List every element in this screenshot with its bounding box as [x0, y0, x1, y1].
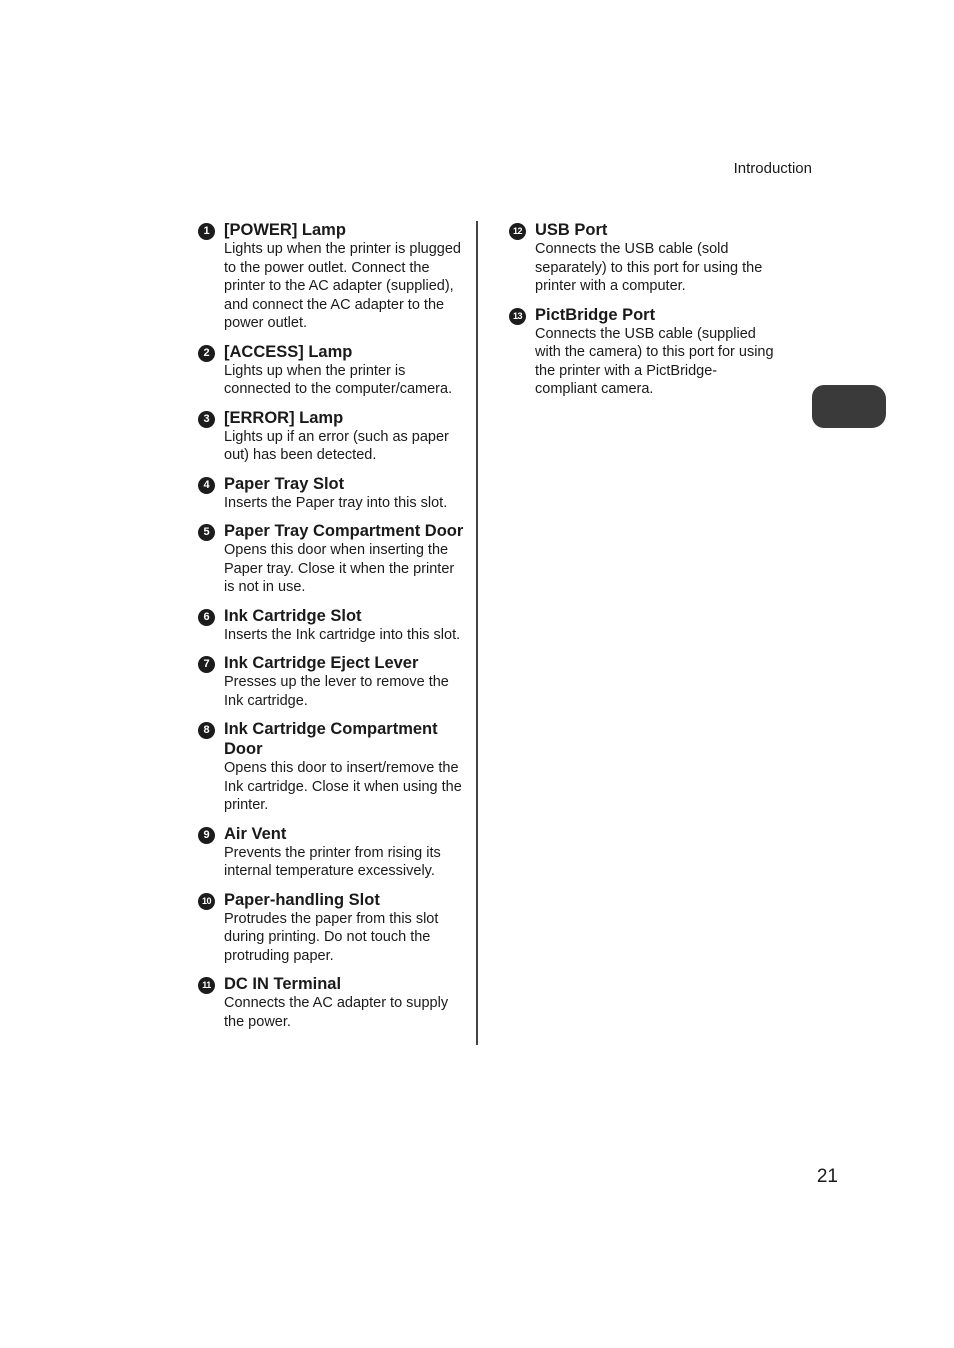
number-badge: 1: [198, 223, 215, 240]
item-description: Lights up if an error (such as paper out) has been detected.: [224, 428, 449, 463]
list-item: [197, 521, 469, 597]
number-badge: 7: [198, 656, 215, 673]
item-title: Air Vent: [224, 824, 287, 843]
list-item: [508, 305, 780, 399]
item-description: Protrudes the paper from this slot during printing. Do not touch the protruding paper.: [224, 910, 439, 964]
list-item: [197, 653, 469, 710]
item-title: [ERROR] Lamp: [224, 408, 344, 427]
item-description: Lights up when the printer is connected to the computer/camera.: [224, 362, 453, 397]
item-title: USB Port: [535, 221, 608, 239]
number-badge: 5: [198, 524, 215, 541]
section-label: Introduction: [733, 160, 812, 177]
item-title: DC IN Terminal: [224, 975, 342, 993]
item-title: [ACCESS] Lamp: [224, 342, 353, 361]
list-item: [197, 824, 469, 881]
list-item: [197, 719, 469, 815]
item-title: [POWER] Lamp: [224, 221, 346, 239]
left-column: [197, 220, 469, 1040]
list-item: [197, 890, 469, 966]
item-description: Prevents the printer from rising its internal temperature excessively.: [224, 844, 441, 879]
number-badge: 8: [198, 722, 215, 739]
list-item: [197, 342, 469, 399]
list-item: [197, 220, 469, 333]
number-badge: 3: [198, 411, 215, 428]
item-title: Paper Tray Slot: [224, 474, 345, 493]
chapter-tab: [812, 385, 886, 428]
item-description: Presses up the lever to remove the Ink cartridge.: [224, 674, 449, 709]
item-description: Inserts the Ink cartridge into this slot.: [224, 626, 461, 643]
right-column: [508, 220, 780, 408]
item-description: Connects the USB cable (supplied with the camera) to this port for using the printer with a PictBridge- compliant camera.: [535, 325, 774, 397]
number-badge: 11: [198, 977, 215, 994]
number-badge: 13: [509, 308, 526, 325]
number-badge: 10: [198, 893, 215, 910]
item-description: Lights up when the printer is plugged to the power outlet. Connect the printer to the AC adapter (supplied), and connect the AC adapter to the power outlet.: [224, 241, 461, 331]
list-item: [197, 606, 469, 645]
page-number: 21: [816, 1166, 838, 1187]
item-title: Ink Cartridge Eject Lever: [224, 654, 419, 672]
list-item: [197, 408, 469, 465]
number-badge: 2: [198, 345, 215, 362]
item-title: Ink Cartridge Compartment Door: [224, 720, 438, 758]
item-description: Connects the AC adapter to supply the power.: [224, 995, 449, 1030]
item-description: Inserts the Paper tray into this slot.: [224, 494, 448, 511]
column-divider: [476, 221, 478, 1045]
item-description: Connects the USB cable (sold separately) to this port for using the printer with a computer.: [535, 241, 763, 294]
list-item: [197, 474, 469, 513]
list-item: [197, 974, 469, 1031]
item-title: PictBridge Port: [535, 305, 656, 324]
item-title: Paper Tray Compartment Door: [224, 522, 464, 540]
item-title: Ink Cartridge Slot: [224, 606, 362, 625]
item-title: Paper-handling Slot: [224, 890, 380, 909]
number-badge: 12: [509, 223, 526, 240]
list-item: [508, 220, 780, 296]
item-description: Opens this door when inserting the Paper tray. Close it when the printer is not in use.: [224, 542, 455, 595]
number-badge: 4: [198, 477, 215, 494]
number-badge: 9: [198, 827, 215, 844]
item-description: Opens this door to insert/remove the Ink cartridge. Close it when using the printer.: [224, 760, 462, 813]
number-badge: 6: [198, 609, 215, 626]
